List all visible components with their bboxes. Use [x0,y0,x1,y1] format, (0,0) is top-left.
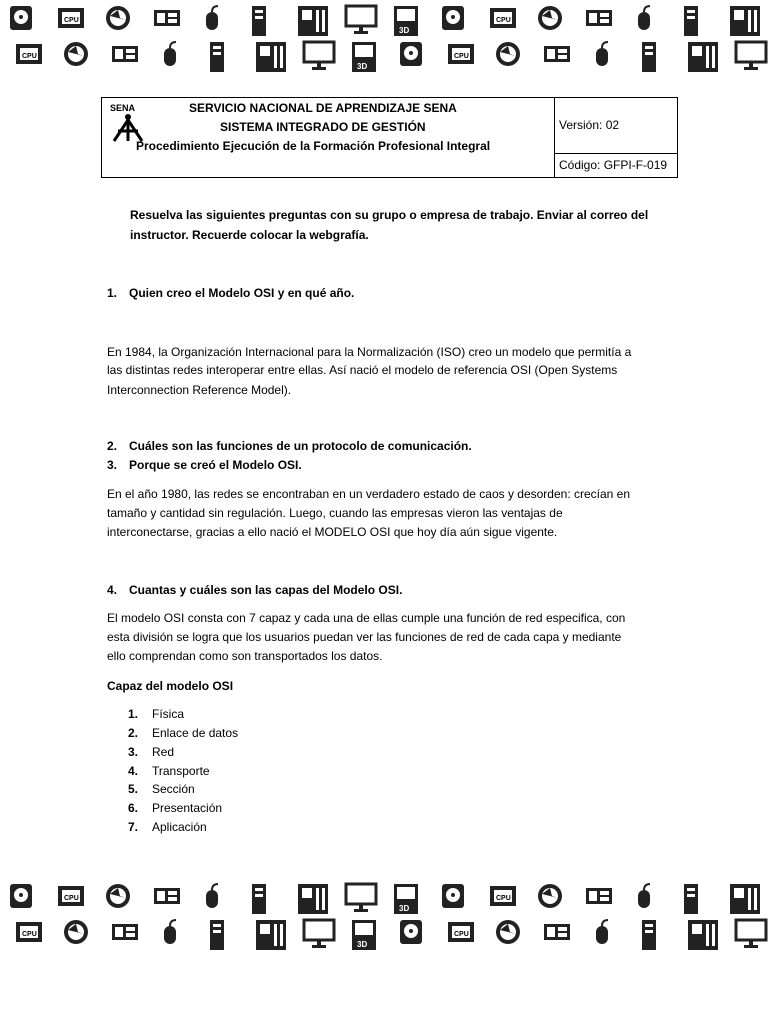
pc-tower-icon [642,920,656,950]
question-3-number: 3. [107,458,118,472]
graphics-card-icon [544,924,570,940]
list-item: 7. Aplicación [128,820,207,834]
3d-card-icon [394,6,418,36]
question-1-number: 1. [107,286,118,300]
layers-title: Capaz del modelo OSI [107,679,234,693]
list-item: 3. Red [128,745,175,759]
graphics-card-icon [586,888,612,904]
intro-line1: Resuelva las siguientes preguntas con su grupo o empresa de trabajo. Enviar al correo del [130,208,649,222]
graphics-card-icon [154,10,180,26]
question-4-text: Cuantas y cuáles son las capas del Modelo OSI. [129,583,403,597]
question-4-number: 4. [107,583,118,597]
fan-icon [64,42,88,66]
svg-text:3D: 3D [357,62,368,71]
sena-logo [108,101,148,143]
mouse-icon [596,920,608,944]
question-4 [107,580,402,600]
fan-icon [538,884,562,908]
mouse-icon [638,6,650,30]
monitor-icon [736,42,766,70]
motherboard-icon [298,884,328,914]
mouse-icon [596,42,608,66]
header-meta-cell [554,98,677,177]
motherboard-icon [688,920,718,950]
list-item: 4. Transporte [128,764,210,778]
pc-tower-icon [684,884,698,914]
monitor-icon [304,42,334,70]
header-title-line1: SERVICIO NACIONAL DE APRENDIZAJE SENA [189,101,457,115]
monitor-icon [346,884,376,912]
svg-text:CPU: CPU [64,895,79,902]
cpu-chip-icon [490,886,516,906]
mouse-icon [206,884,218,908]
answer-1-line2: las distintas redes interoperar entre ellas. Así nació el modelo de referencia OSI (Open Systems [107,363,618,377]
hard-drive-icon [10,6,32,30]
monitor-icon [346,6,376,34]
hard-drive-icon [442,6,464,30]
motherboard-icon [730,6,760,36]
fan-icon [64,920,88,944]
pc-tower-icon [642,42,656,72]
hard-drive-icon [10,884,32,908]
hard-drive-icon [442,884,464,908]
svg-text:CPU: CPU [496,895,511,902]
intro-line2: instructor. Recuerde colocar la webgrafía. [130,228,369,242]
monitor-icon [736,920,766,948]
svg-text:SENA: SENA [110,103,136,113]
svg-text:CPU: CPU [454,931,469,938]
graphics-card-icon [154,888,180,904]
cpu-chip-icon [16,44,42,64]
bottom-icon-banner [0,878,768,958]
version-cell [554,98,677,154]
header-title-cell [102,98,555,177]
3d-card-icon [394,884,418,914]
pc-tower-icon [252,884,266,914]
question-1-text: Quien creo el Modelo OSI y en qué año. [129,286,355,300]
motherboard-icon [298,6,328,36]
svg-text:CPU: CPU [64,17,79,24]
answer-1-line1: En 1984, la Organización Internacional para la Normalización (ISO) creo un modelo que permitía a [107,345,632,359]
cpu-chip-icon [490,8,516,28]
answer-1-line3: Interconnection Reference Model). [107,383,292,397]
mouse-icon [638,884,650,908]
document-header [101,97,678,178]
list-item: 1. Física [128,707,185,721]
top-icon-banner [0,0,768,80]
fan-icon [106,884,130,908]
motherboard-icon [256,920,286,950]
answer-3-line1: En el año 1980, las redes se encontraban en un verdadero estado de caos y desorden: crecían en [107,487,631,501]
graphics-card-icon [586,10,612,26]
motherboard-icon [256,42,286,72]
svg-text:CPU: CPU [22,53,37,60]
header-title-line3: Procedimiento Ejecución de la Formación Profesional Integral [136,139,491,153]
fan-icon [106,6,130,30]
question-1 [107,283,354,303]
mouse-icon [164,920,176,944]
version-text: Versión: 02 [559,118,620,132]
code-cell [554,153,677,177]
list-item: 5. Sección [128,782,195,796]
svg-text:3D: 3D [399,26,410,35]
graphics-card-icon [544,46,570,62]
3d-card-icon [352,920,376,950]
motherboard-icon [730,884,760,914]
hard-drive-icon [400,920,422,944]
mouse-icon [206,6,218,30]
question-2-text: Cuáles son las funciones de un protocolo de comunicación. [129,439,472,453]
answer-3-line3: interconectarse, gracias a ello nació el MODELO OSI que hoy día aún sigue vigente. [107,525,558,539]
answer-4-line3: ello comprendan como son transportados los datos. [107,649,383,663]
answer-4-line1: El modelo OSI consta con 7 capaz y cada una de ellas cumple una función de red especifica, con [107,611,626,625]
hard-drive-icon [400,42,422,66]
question-3-text: Porque se creó el Modelo OSI. [129,458,302,472]
fan-icon [496,920,520,944]
cpu-chip-icon [448,44,474,64]
svg-text:3D: 3D [357,940,368,949]
pc-tower-icon [252,6,266,36]
answer-4-line2: esta división se logra que los usuarios puedan ver las funciones de red de cada capa y mediante [107,630,622,644]
mouse-icon [164,42,176,66]
graphics-card-icon [112,46,138,62]
fan-icon [538,6,562,30]
question-2 [107,436,472,456]
cpu-chip-icon [58,8,84,28]
cpu-chip-icon [58,886,84,906]
svg-text:CPU: CPU [22,931,37,938]
svg-text:3D: 3D [399,904,410,913]
svg-text:CPU: CPU [496,17,511,24]
pc-tower-icon [210,920,224,950]
question-3 [107,455,302,475]
header-title-line2: SISTEMA INTEGRADO DE GESTIÓN [220,120,426,134]
motherboard-icon [688,42,718,72]
svg-text:CPU: CPU [454,53,469,60]
fan-icon [496,42,520,66]
question-2-number: 2. [107,439,118,453]
cpu-chip-icon [448,922,474,942]
list-item: 2. Enlace de datos [128,726,239,740]
pc-tower-icon [684,6,698,36]
code-text: Código: GFPI-F-019 [559,158,668,172]
pc-tower-icon [210,42,224,72]
monitor-icon [304,920,334,948]
3d-card-icon [352,42,376,72]
answer-3-line2: tamaño y cantidad sin regulación. Luego, cuando las empresas vieron las ventajas de [107,506,563,520]
graphics-card-icon [112,924,138,940]
cpu-chip-icon [16,922,42,942]
list-item: 6. Presentación [128,801,223,815]
